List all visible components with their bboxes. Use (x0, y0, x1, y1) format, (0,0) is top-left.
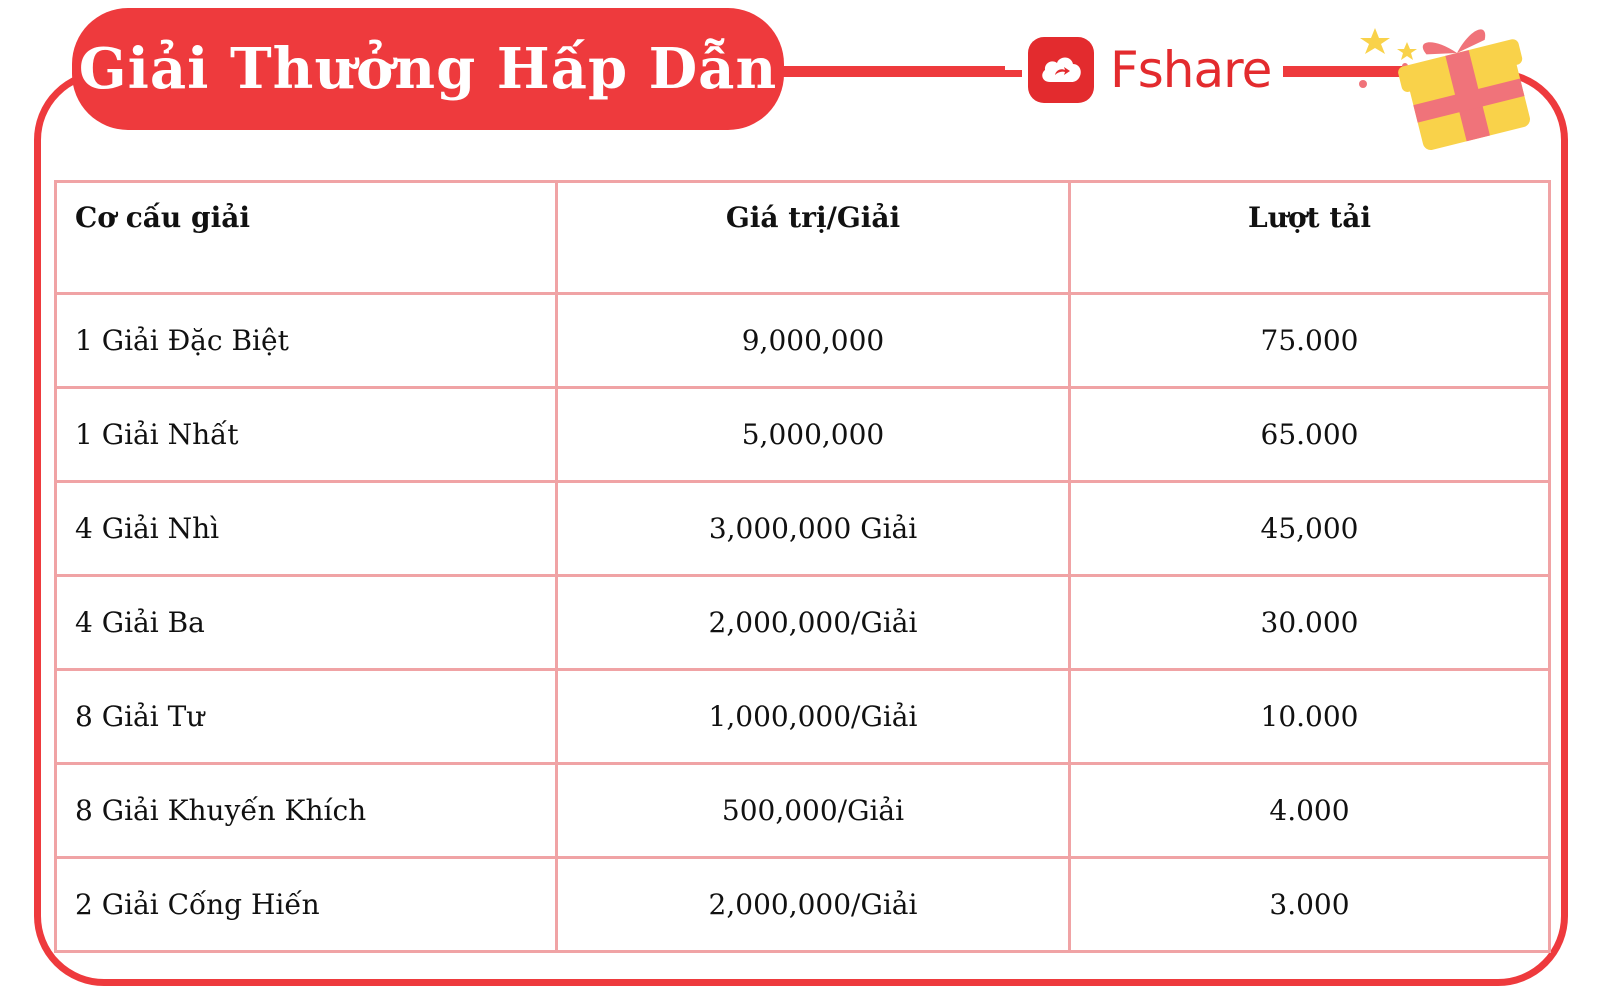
column-header-prize: Cơ cấu giải (56, 182, 557, 294)
prize-downloads: 10.000 (1070, 670, 1550, 764)
column-header-downloads: Lượt tải (1070, 182, 1550, 294)
table-row (56, 388, 1550, 482)
table-row (56, 576, 1550, 670)
prize-value: 5,000,000 (557, 388, 1070, 482)
divider-line (780, 66, 1005, 74)
prize-name: 2 Giải Cống Hiến (56, 858, 557, 952)
prize-downloads: 3.000 (1070, 858, 1550, 952)
prize-name: 4 Giải Ba (56, 576, 557, 670)
table-row (56, 764, 1550, 858)
prize-name: 4 Giải Nhì (56, 482, 557, 576)
prize-downloads: 45,000 (1070, 482, 1550, 576)
prize-name: 1 Giải Đặc Biệt (56, 294, 557, 388)
gift-box-icon (1355, 0, 1555, 150)
prize-table (54, 180, 1551, 953)
prize-name: 8 Giải Tư (56, 670, 557, 764)
page-title: Giải Thưởng Hấp Dẫn (78, 36, 778, 102)
prize-downloads: 4.000 (1070, 764, 1550, 858)
brand-logo (1022, 34, 1283, 106)
prize-value: 500,000/Giải (557, 764, 1070, 858)
prize-downloads: 75.000 (1070, 294, 1550, 388)
prize-value: 1,000,000/Giải (557, 670, 1070, 764)
brand-name: Fshare (1110, 41, 1272, 99)
prize-downloads: 30.000 (1070, 576, 1550, 670)
prize-value: 2,000,000/Giải (557, 576, 1070, 670)
table-row (56, 482, 1550, 576)
table-row (56, 670, 1550, 764)
prize-value: 9,000,000 (557, 294, 1070, 388)
table-header-row (56, 182, 1550, 294)
column-header-value: Giá trị/Giải (557, 182, 1070, 294)
title-banner (72, 8, 784, 130)
table-row (56, 858, 1550, 952)
table-row (56, 294, 1550, 388)
prize-value: 2,000,000/Giải (557, 858, 1070, 952)
prize-downloads: 65.000 (1070, 388, 1550, 482)
prize-value: 3,000,000 Giải (557, 482, 1070, 576)
prize-name: 1 Giải Nhất (56, 388, 557, 482)
prize-name: 8 Giải Khuyến Khích (56, 764, 557, 858)
cloud-upload-icon (1028, 37, 1094, 103)
